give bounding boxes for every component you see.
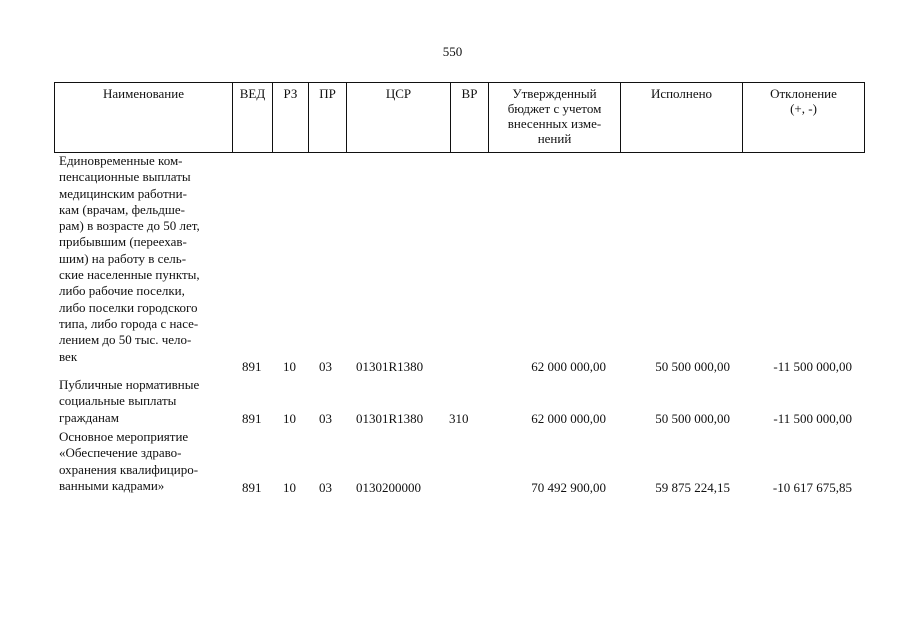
row-pr: 03 [319, 359, 332, 374]
row-budget: 62 000 000,00 [531, 359, 606, 374]
header-ved: ВЕД [233, 83, 273, 153]
header-rz: РЗ [273, 83, 309, 153]
row-executed: 50 500 000,00 [655, 411, 730, 426]
header-executed: Исполнено [621, 83, 743, 153]
row-deviation: -11 500 000,00 [773, 411, 852, 426]
row-deviation: -11 500 000,00 [773, 359, 852, 374]
header-vr: ВР [451, 83, 489, 153]
row-rz: 10 [283, 480, 296, 495]
row-pr: 03 [319, 480, 332, 495]
row-name: Основное мероприятие «Обеспечение здраво- охранения квалифициро- ванными кадрами» [59, 429, 199, 493]
row-budget: 70 492 900,00 [531, 480, 606, 495]
row-csr: 01301R1380 [356, 411, 424, 426]
row-csr: 0130200000 [356, 480, 421, 495]
row-pr: 03 [319, 411, 332, 426]
row-budget: 62 000 000,00 [531, 411, 606, 426]
header-pr: ПР [309, 83, 347, 153]
header-deviation: Отклонение (+, -) [743, 83, 865, 153]
row-deviation: -10 617 675,85 [772, 480, 852, 495]
row-name: Публичные нормативные социальные выплаты гражданам [59, 377, 200, 425]
row-rz: 10 [283, 411, 296, 426]
row-csr: 01301R1380 [356, 359, 424, 374]
header-name: Наименование [55, 83, 233, 153]
row-ved: 891 [242, 411, 262, 426]
row-executed: 59 875 224,15 [655, 480, 730, 495]
header-budget: Утвержденный бюджет с учетом внесенных изме- нений [489, 83, 621, 153]
row-executed: 50 500 000,00 [655, 359, 730, 374]
row-vr: 310 [449, 411, 469, 426]
row-rz: 10 [283, 359, 296, 374]
row-name: Единовременные ком- пенсационные выплаты медицинским работни- кам (врачам, фельдше- рам) в возрасте до 50 лет, прибывшим (переехав- шим) на работу в сель- ские населенные пункты, либо рабочие поселки, либо поселки городского типа, либо города с насе- лением до 50 тыс. чело- век [59, 153, 200, 364]
page-number: 550 [442, 44, 463, 59]
header-csr: ЦСР [347, 83, 451, 153]
row-ved: 891 [242, 480, 262, 495]
row-ved: 891 [242, 359, 262, 374]
